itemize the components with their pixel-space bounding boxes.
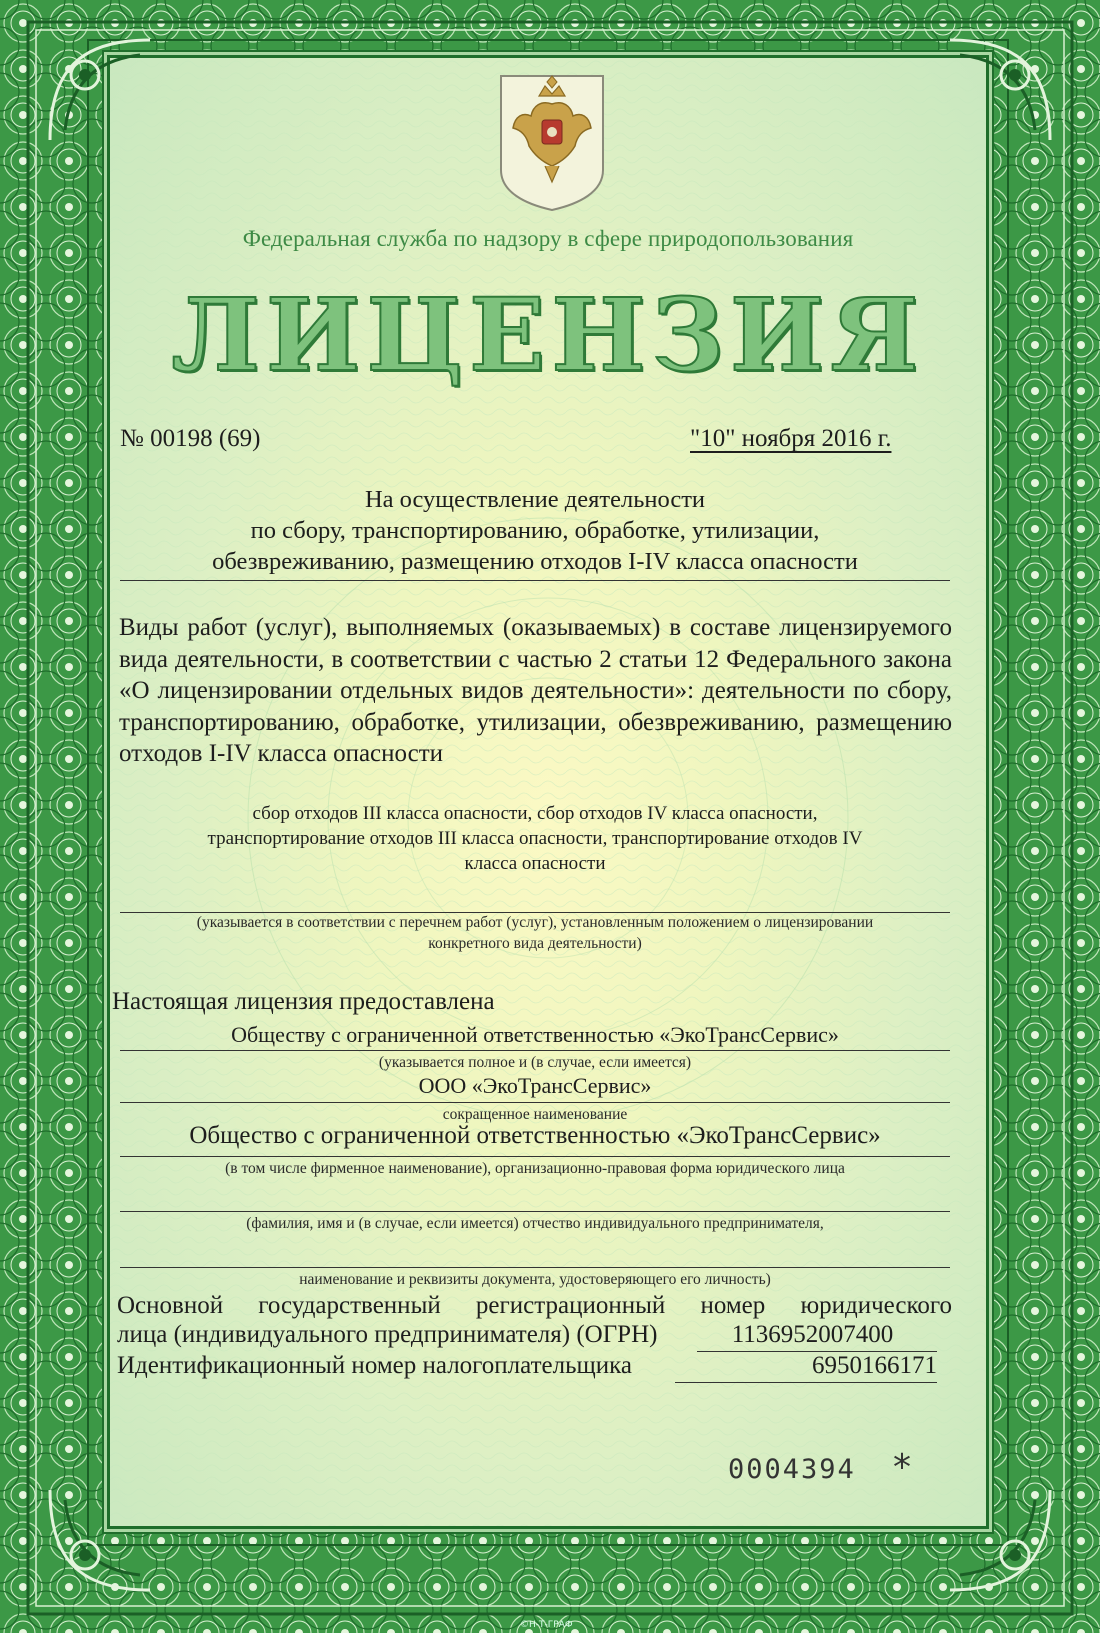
blank-serial-number: 0004394 <box>728 1454 856 1485</box>
id-doc-note: наименование и реквизиты документа, удостоверяющего его личность) <box>299 1271 771 1288</box>
person-note: (фамилия, имя и (в случае, если имеется) отчество индивидуального предпринимателя, <box>246 1215 824 1232</box>
ogrn-label-line2: лица (индивидуального предпринимателя) (ОГРН) <box>117 1321 658 1348</box>
underline <box>120 1156 950 1157</box>
underline <box>120 1267 950 1268</box>
serial-mark: * <box>893 1447 911 1488</box>
printer-mark: ©Н-Т-ГРАФ <box>520 1620 573 1630</box>
underline <box>120 1102 950 1103</box>
licensee-firm-name: Общество с ограниченной ответственностью «ЭкоТрансСервис» <box>189 1122 881 1149</box>
licensee-short-name: ООО «ЭкоТрансСервис» <box>418 1073 652 1098</box>
works-list <box>120 801 950 876</box>
works-list-line: транспортирование отходов III класса опасности, транспортирование отходов IV <box>207 828 863 849</box>
works-note-line: конкретного вида деятельности) <box>428 935 642 952</box>
inn-value: 6950166171 <box>812 1352 937 1379</box>
activity-line: по сбору, транспортированию, обработке, утилизации, <box>250 517 820 544</box>
granted-label: Настоящая лицензия предоставлена <box>112 988 495 1015</box>
works-list-line: сбор отходов III класса опасности, сбор отходов IV класса опасности, <box>252 803 818 824</box>
document-title: ЛИЦЕНЗИЯ <box>171 276 925 394</box>
works-note-line: (указывается в соответствии с перечнем работ (услуг), установленным положением о лицензировании <box>196 914 874 931</box>
inn-label: Идентификационный номер налогоплательщика <box>117 1352 633 1379</box>
activity-line: На осуществление деятельности <box>364 486 706 513</box>
underline <box>120 580 950 581</box>
russian-coat-of-arms-icon <box>495 72 609 212</box>
works-note <box>112 912 958 954</box>
licensed-activity <box>120 484 950 577</box>
firm-name-note: (в том числе фирменное наименование), организационно-правовая форма юридического лица <box>225 1160 845 1177</box>
agency-name: Федеральная служба по надзору в сфере природопользования <box>242 226 854 251</box>
works-description: Виды работ (услуг), выполняемых (оказываемых) в составе лицензируемого вида деятельности, в соответствии с частью 2 статьи 12 Федерального закона «О лицензировании отдельных видов деятельности»: деятельности по сбору, транспортированию, обработке, утилизации, обезвреживанию, размещению отходов I-IV класса опасности <box>119 614 952 767</box>
ogrn-label-line1: Основной государственный регистрационный номер юридического <box>117 1292 952 1319</box>
full-name-note: (указывается полное и (в случае, если имеется) <box>378 1054 692 1071</box>
issue-date: "10" ноября 2016 г. <box>690 425 892 452</box>
ogrn-value: 1136952007400 <box>731 1321 894 1348</box>
short-name-note: сокращенное наименование <box>442 1106 628 1123</box>
licensee-full-name: Обществу с ограниченной ответственностью «ЭкоТрансСервис» <box>231 1022 839 1047</box>
underline <box>675 1382 937 1383</box>
underline <box>120 1050 950 1051</box>
underline <box>120 1211 950 1212</box>
license-number: № 00198 (69) <box>120 425 261 452</box>
works-list-line: класса опасности <box>464 853 606 874</box>
activity-line: обезвреживанию, размещению отходов I-IV класса опасности <box>212 548 858 575</box>
